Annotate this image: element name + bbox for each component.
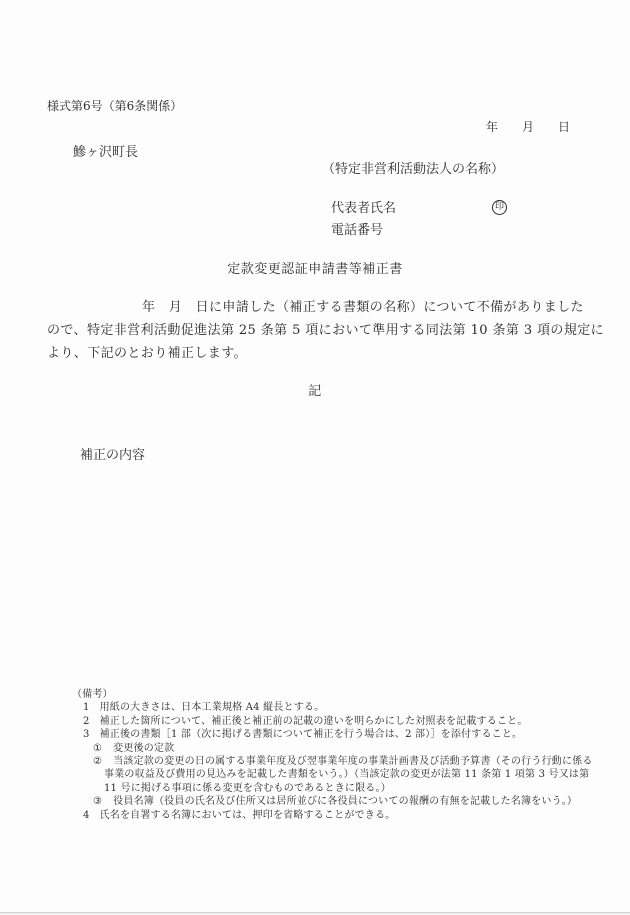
note-subitem-1 xyxy=(72,742,594,755)
body-line-1: 年 月 日に申請した（補正する書類の名称）について不備がありました xyxy=(142,300,584,315)
note-text: 変更後の定款 xyxy=(113,742,175,754)
document-title: 定款変更認証申請書等補正書 xyxy=(227,262,403,277)
note-subnumber: ③ xyxy=(93,796,103,808)
seal-char: 印 xyxy=(494,202,504,212)
note-number: 2 xyxy=(83,715,90,727)
note-number: 3 xyxy=(83,729,90,741)
notes-section xyxy=(72,688,594,822)
note-item-3 xyxy=(72,728,594,741)
note-item-4 xyxy=(72,809,594,822)
org-name-placeholder: （特定非営利活動法人の名称） xyxy=(322,162,505,177)
note-text: 用紙の大きさは、日本工業規格 A4 縦長とする。 xyxy=(99,702,325,714)
note-text: 氏名を自署する名簿においては、押印を省略することができる。 xyxy=(99,809,396,821)
date-blank-line: 年 月 日 xyxy=(486,120,571,134)
note-subnumber: ① xyxy=(93,742,103,754)
notes-heading: （備考） xyxy=(72,689,113,700)
note-item-1 xyxy=(72,701,594,714)
addressee-mayor: 鰺ヶ沢町長 xyxy=(73,145,139,160)
note-item-2 xyxy=(72,715,594,728)
body-line-3: より、下記のとおり補正します。 xyxy=(47,346,247,361)
representative-name-label: 代表者氏名 xyxy=(331,201,397,216)
form-number: 様式第6号（第6条関係） xyxy=(47,99,183,113)
note-text: 補正した箇所について、補正後と補正前の記載の違いを明らかにした対照表を記載すること。 xyxy=(99,715,528,727)
note-subitem-3 xyxy=(72,795,594,808)
note-text: 補正後の書類［1 部（次に掲げる書類について補正を行う場合は、2 部）］を添付すること。 xyxy=(99,729,523,741)
body-line-2: ので、特定非営利活動促進法第 25 条第 5 項において準用する同法第 10 条第 3 項の規定に xyxy=(47,323,605,338)
note-text: 当該定款の変更の日の属する事業年度及び翌事業年度の事業計画書及び活動予算書（その行う行動に係る事業の収益及び費用の見込みを記載した書類をいう。）（当該定款の変更が法第 11 条第 1 項第 3 号又は第 11 号に掲げる事項に係る変更を含むものであるときに限る。） xyxy=(104,756,593,794)
record-heading: 記 xyxy=(308,384,322,399)
note-text: 役員名簿（役員の氏名及び住所又は居所並びに各役員についての報酬の有無を記載した名簿をいう。） xyxy=(113,796,578,808)
note-subitem-2 xyxy=(72,755,594,795)
note-number: 1 xyxy=(83,702,90,714)
phone-number-label: 電話番号 xyxy=(331,223,384,238)
seal-mark-icon xyxy=(492,200,507,215)
note-subnumber: ② xyxy=(93,756,103,768)
correction-content-heading: 補正の内容 xyxy=(80,448,146,463)
note-number: 4 xyxy=(83,809,90,821)
